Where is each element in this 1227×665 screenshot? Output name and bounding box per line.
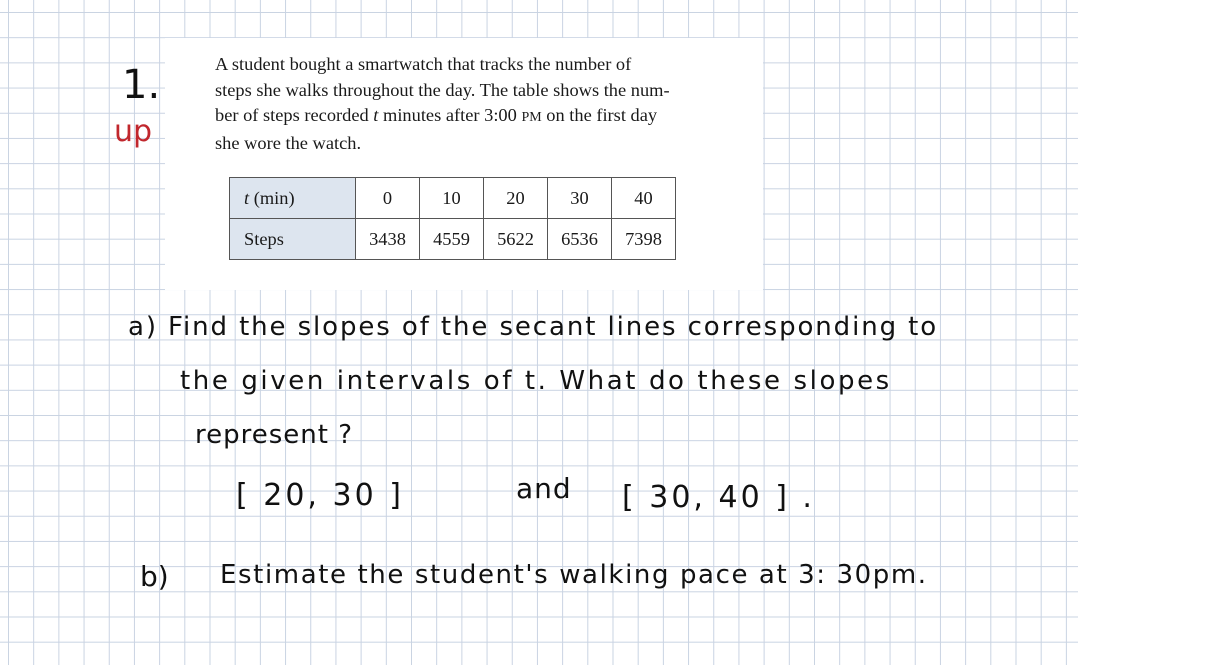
table-cell: 40 <box>612 178 676 219</box>
table-cell: 6536 <box>548 219 612 260</box>
table-cell: 0 <box>356 178 420 219</box>
question-a-line: the given intervals of t. What do these slopes <box>180 366 892 396</box>
table-cell: 10 <box>420 178 484 219</box>
row-header-steps: Steps <box>230 219 356 260</box>
table-row <box>230 178 676 219</box>
textbook-excerpt <box>165 38 763 290</box>
table-cell: 7398 <box>612 219 676 260</box>
table-cell: 5622 <box>484 219 548 260</box>
steps-table <box>229 177 676 260</box>
interval-2: [ 30, 40 ] . <box>622 480 815 515</box>
question-a-line: represent ? <box>195 420 354 450</box>
problem-line: she wore the watch. <box>215 132 362 153</box>
table-cell: 4559 <box>420 219 484 260</box>
interval-1: [ 20, 30 ] <box>236 478 404 513</box>
problem-line: A student bought a smartwatch that tracks the number of <box>215 54 632 74</box>
problem-line: ber of steps recorded t minutes after 3:00 PM on the first day <box>215 105 658 125</box>
and-word: and <box>516 472 572 505</box>
row-header-time: t (min) <box>230 178 356 219</box>
question-b-text: Estimate the student's walking pace at 3: 30pm. <box>220 560 928 590</box>
problem-line: steps she walks throughout the day. The table shows the num- <box>215 79 670 100</box>
question-a-line: a) Find the slopes of the secant lines corresponding to <box>128 312 939 342</box>
table-cell: 30 <box>548 178 612 219</box>
page-margin-right <box>1078 0 1227 665</box>
table-cell: 3438 <box>356 219 420 260</box>
table-row <box>230 219 676 260</box>
problem-statement <box>215 52 735 156</box>
margin-note: up <box>114 114 153 149</box>
question-b-label: b) <box>140 560 169 593</box>
table-cell: 20 <box>484 178 548 219</box>
problem-number: 1. <box>122 62 161 108</box>
